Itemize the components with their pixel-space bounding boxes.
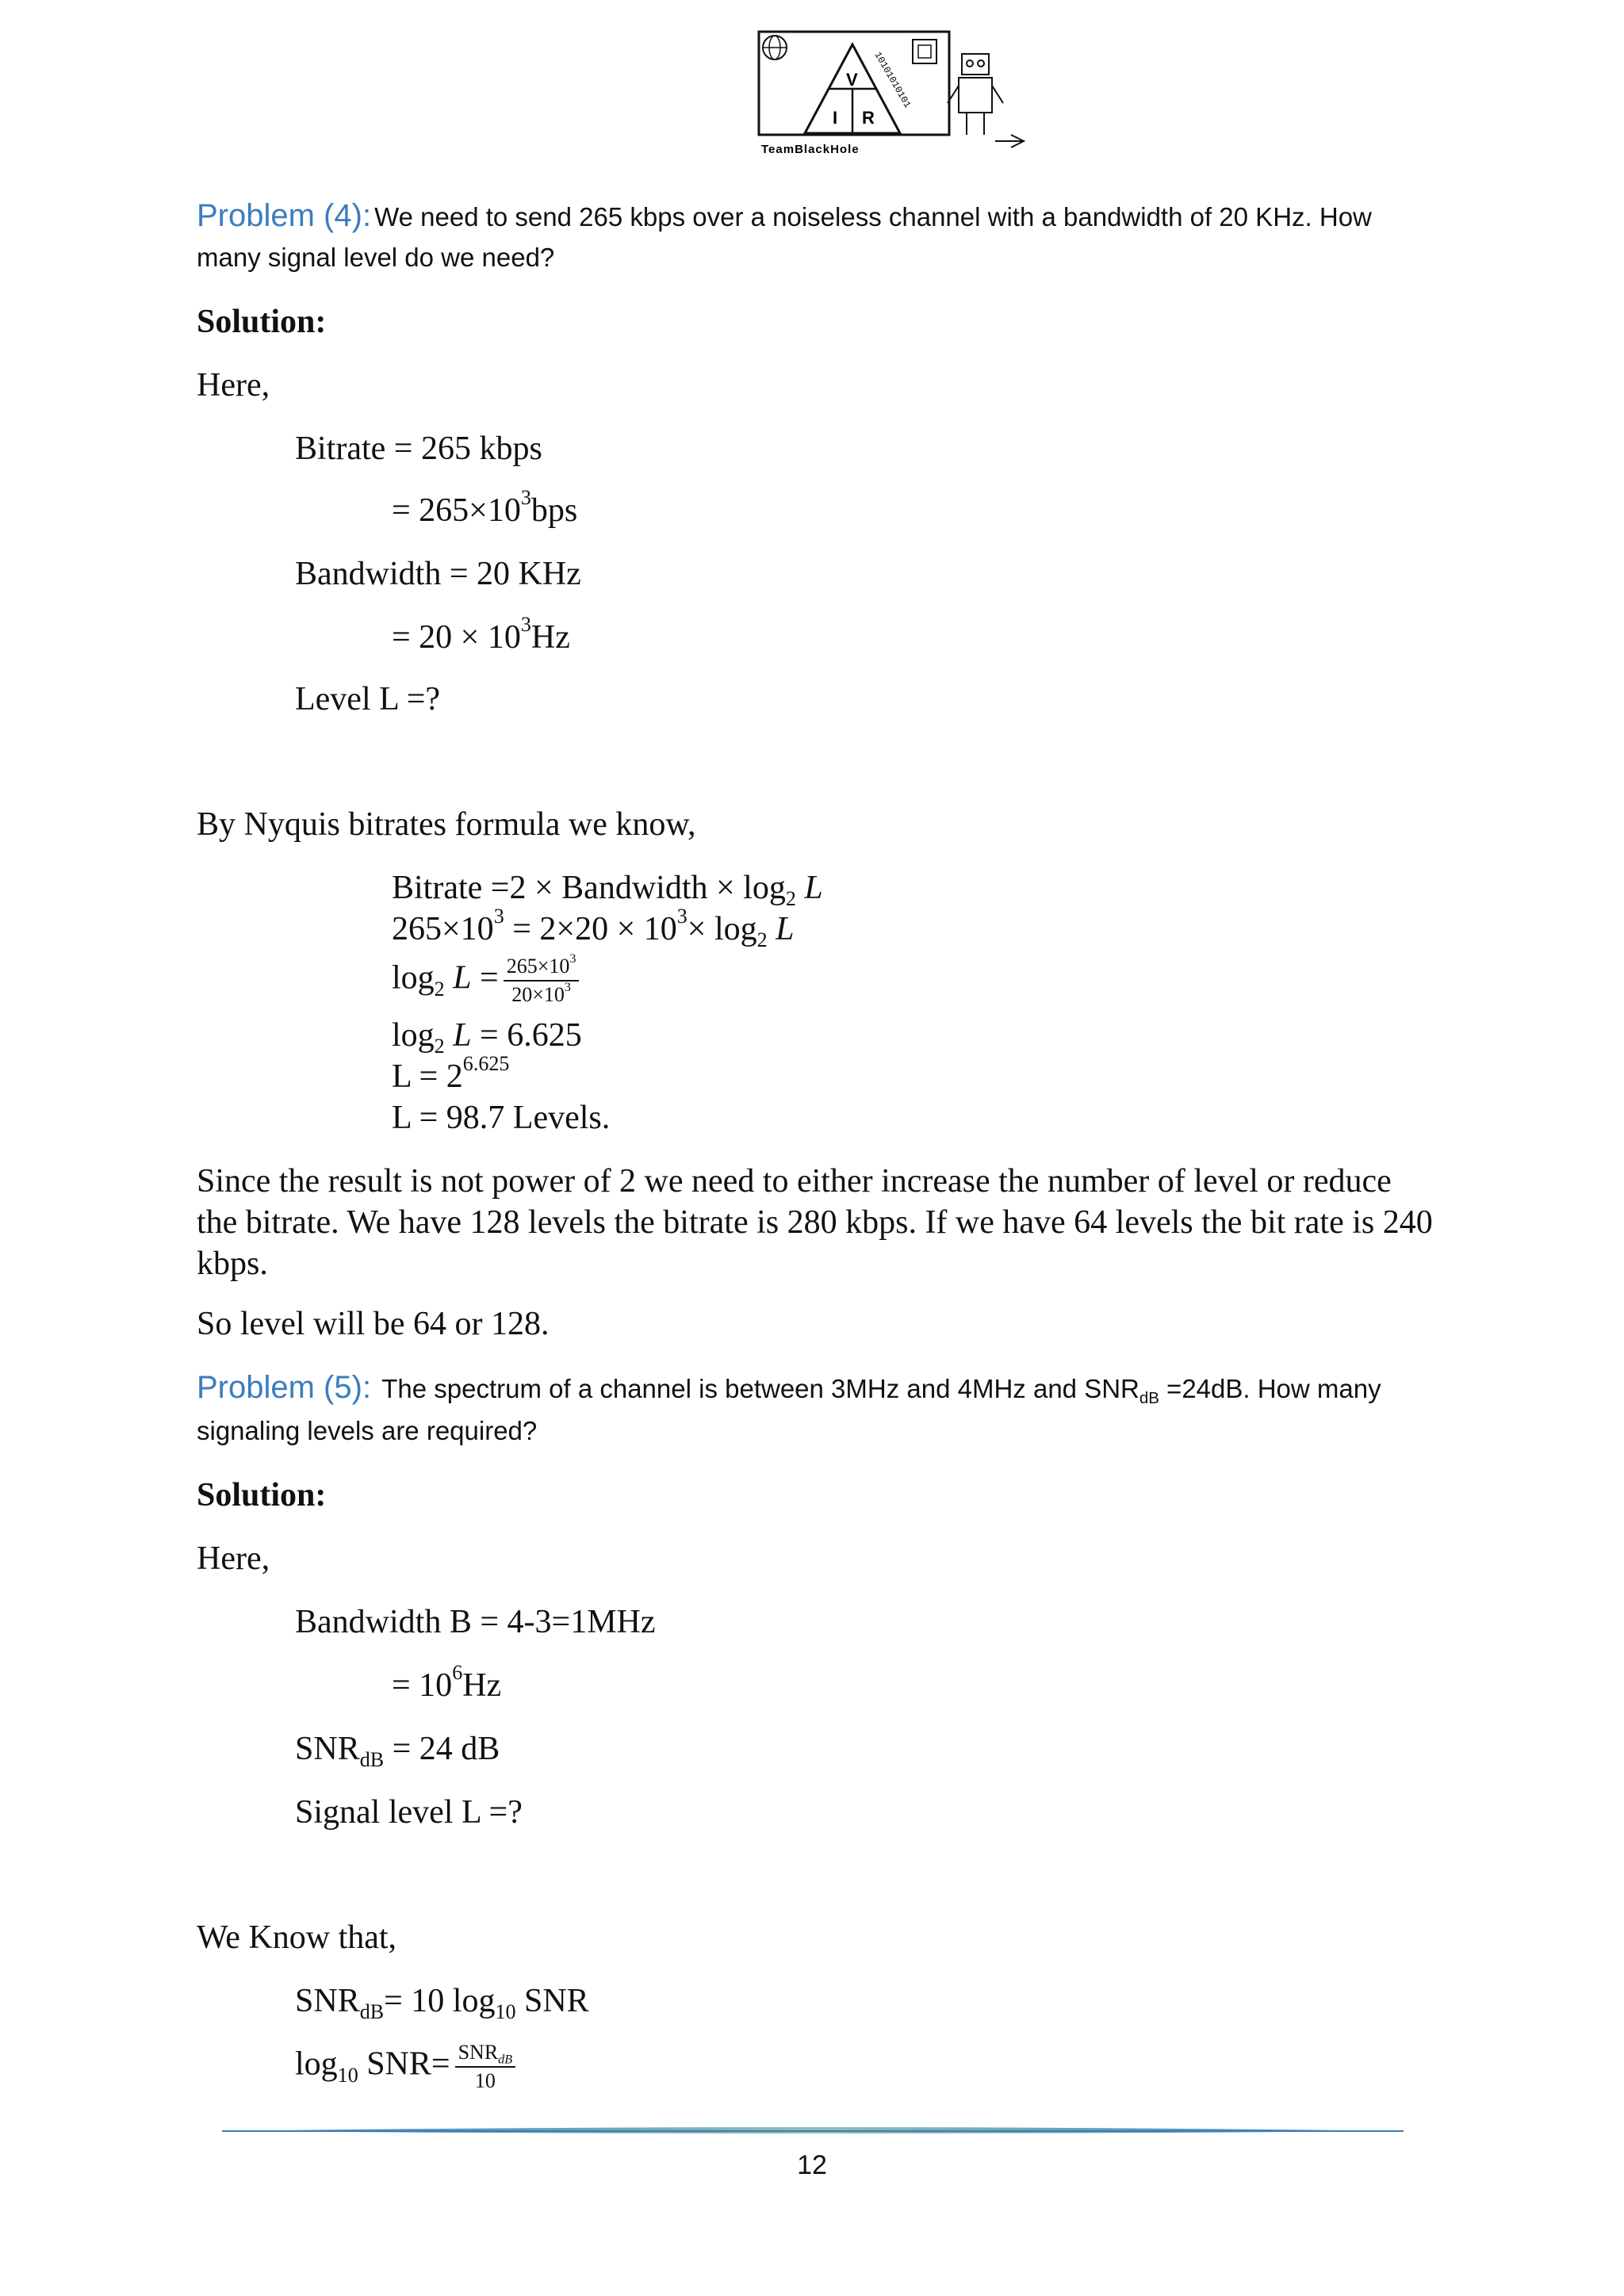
- problem4-question: [197, 198, 1372, 234]
- problem5-question-line2: signaling levels are required?: [197, 1416, 538, 1445]
- problem4-final: So level will be 64 or 128.: [197, 1306, 550, 1342]
- formula-5: $L = 2^{6.625}$: [392, 1052, 510, 1095]
- problem5-bandwidth: Bandwidth B = 4-3=1MHz: [295, 1604, 656, 1640]
- formula-2: $265\times 10^3 = 2\times 20 \times 10^3\times \log_2 L$: [392, 905, 795, 952]
- problem4-bandwidth-eq: = $20 \times 10^3Hz$: [392, 613, 570, 656]
- chip-icon: [913, 40, 936, 63]
- problem4-conclusion: Since the result is not power of 2 we need to either increase the number of level or reduce the bitrate. We have 128 levels the bitrate is 280 kbps. If we have 64 levels the bit rate is 240 kbps.: [197, 1163, 1433, 1282]
- problem4-question-line2: many signal level do we need?: [197, 243, 555, 272]
- problem4-question-line1: We need to send 265 kbps over a noiseless channel with a bandwidth of 20 KHz. How: [374, 202, 1372, 232]
- problem5-question: [197, 1370, 1381, 1406]
- problem5-know: We Know that,: [197, 1919, 397, 1956]
- problem4-nyquist-intro: By Nyquis bitrates formula we know,: [197, 806, 696, 843]
- problem4-solution-label: Solution:: [197, 304, 327, 340]
- problem5-signal-level: Signal level L =?: [295, 1794, 523, 1831]
- problem5-solution-label: Solution:: [197, 1477, 327, 1513]
- problem5-question-line1: The spectrum of a channel is between 3MHz and 4MHz and $SNR_{dB} =24dB$. How many: [381, 1374, 1381, 1408]
- problem5-snr: $SNR_{dB} = 24$ dB: [295, 1731, 500, 1772]
- formula-log-snr: $\log_{10} SNR=$ $\frac{SNR_{dB}}{10}$: [295, 2039, 515, 2095]
- problem5-heading: Problem (5):: [197, 1370, 372, 1405]
- problem4-bandwidth: Bandwidth = 20 KHz: [295, 556, 581, 592]
- problem4-heading: Problem (4):: [197, 198, 372, 233]
- formula-6: L = 98.7 Levels.: [392, 1100, 611, 1136]
- robot-icon: [948, 54, 1024, 147]
- problem4-bitrate-eq: = $265\times 10^3bps$: [392, 486, 578, 529]
- formula-1: Bitrate =2 × Bandwidth × $\log_2 L$: [392, 870, 823, 911]
- teamblackhole-logo: [757, 30, 1027, 157]
- logo-letter-r: R: [862, 108, 875, 128]
- globe-icon: [763, 36, 787, 59]
- problem5-here: Here,: [197, 1540, 270, 1577]
- footer-divider: [222, 2125, 1404, 2136]
- formula-snr-db: $SNR_{dB}= 10$ $\log_{10}$ SNR: [295, 1983, 589, 2024]
- formula-4: $\log_2 L = 6.625$: [392, 1017, 582, 1058]
- problem4-level: Level L =?: [295, 681, 441, 718]
- formula-log-snr-fraction: $\frac{SNR_{dB}}{10}$: [455, 2039, 515, 2095]
- logo-binary: 10101010101: [871, 50, 914, 110]
- logo-letter-i: I: [833, 108, 838, 128]
- problem4-bitrate: Bitrate = 265 kbps: [295, 430, 542, 467]
- problem4-here: Here,: [197, 367, 270, 404]
- formula-3-fraction: $\frac{265\times 10^3}{20\times 10^3}$: [504, 953, 580, 1008]
- problem5-bandwidth-eq: = $10^6Hz$: [392, 1661, 502, 1704]
- logo-caption: TeamBlackHole: [761, 143, 860, 156]
- formula-3: $\log_2 L$ = $\frac{265\times 10^3}{20\times 10^3}$: [392, 953, 579, 1008]
- logo-letter-v: V: [846, 70, 858, 90]
- page-number: 12: [797, 2150, 827, 2180]
